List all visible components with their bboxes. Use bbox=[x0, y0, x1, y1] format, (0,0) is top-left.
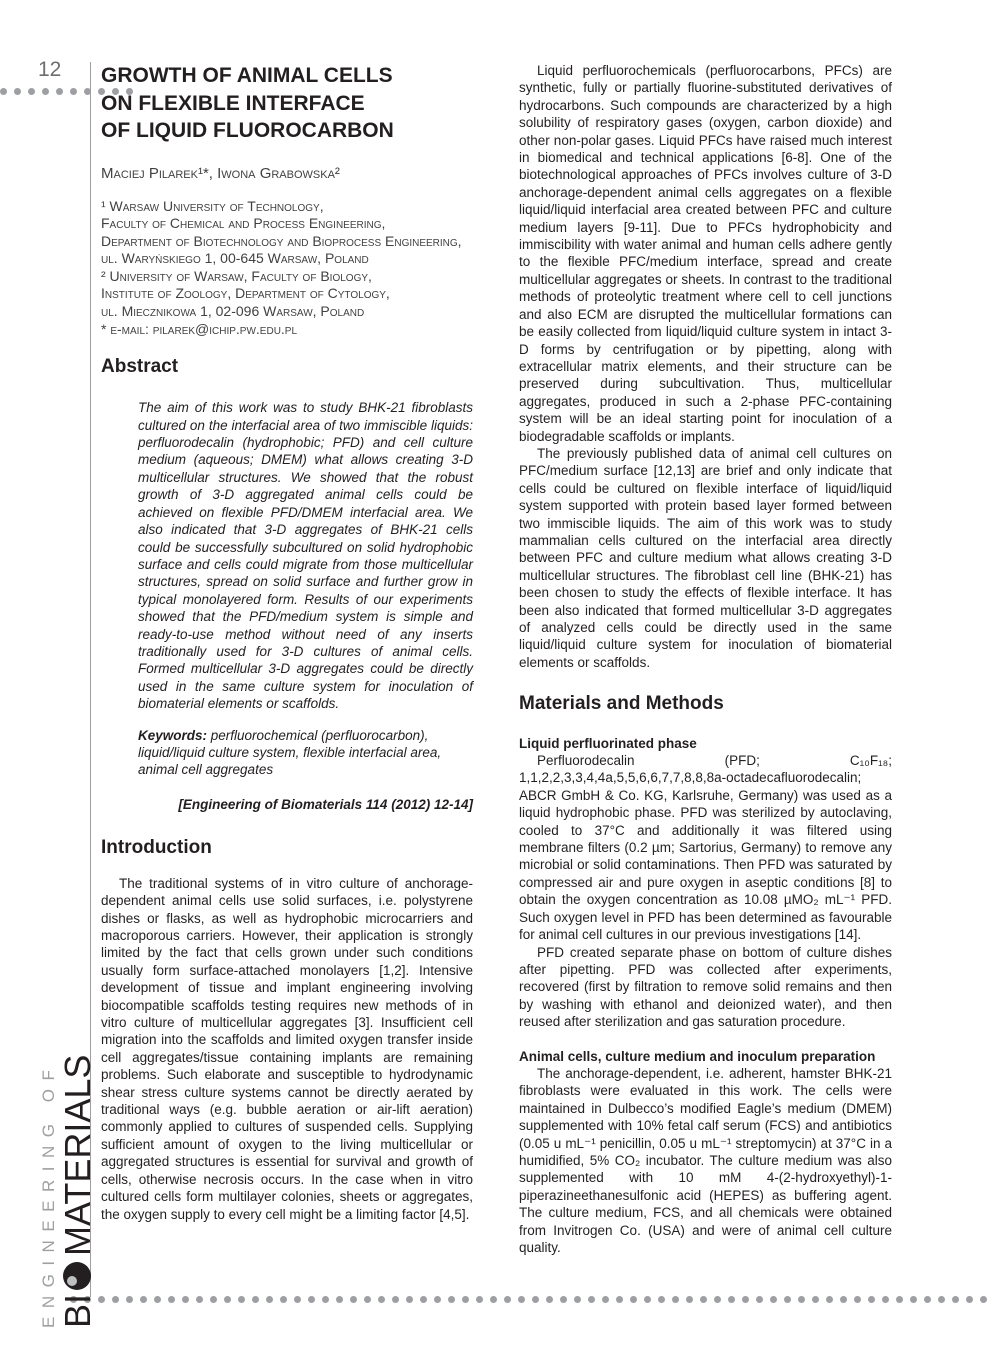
journal-brand-logo bbox=[18, 1040, 98, 1330]
affiliations: ¹ Warsaw University of Technology, Faculty of Chemical and Process Engineering, Department of Biotechnology and Bioprocess Engineering, ul. Waryńskiego 1, 00-645 Warsaw, Poland ² University of Warsaw, Faculty of Biology, Institute of Zoology, Department of Cytology, ul. Miecznikowa 1, 02-096 Warsaw, Poland * e-mail: pilarek@ichip.pw.edu.pl bbox=[101, 197, 462, 337]
introduction-text: The traditional systems of in vitro culture of anchorage-dependent animal cells use solid surfaces, i.e. polystyrene dishes or flasks, as well as hydrophobic microcarriers and macroporous carriers. However, their application is strongly limited by the fact that cells grown under such conditions usually form surface-attached monolayers [1,2]. Intensive development of tissue and implant engineering involving biocompatible scaffolds testing requires new methods of in vitro culture of multicellular aggregates [3]. Insufficient cell migration into the scaffolds and limited oxygen transfer inside cell aggregates/tissue containing implants are remaining problems. Such elaborate and susceptible to hydrodynamic shear stress culture systems cannot be directly aerated by traditional ways (e.g. bubble aeration or air-lift aeration) commonly applied to cultures of suspended cells. Supplying sufficient amount of oxygen to the living multicellular or aggregated structures is essential for survival and growth of cells, otherwise necrosis occurs. In the case when in vitro cultured cells form multilayer colonies, sheets or aggregates, the oxygen supply to every cell might be a limiting factor [4,5]. bbox=[101, 875, 473, 1222]
brand-bottom-suffix: MATERIALS bbox=[57, 1054, 98, 1256]
page-number: 12 bbox=[38, 58, 62, 81]
paragraph: PFD created separate phase on bottom of culture dishes after pipetting. PFD was collected after experiments, recovered (first by filtration to remove solid remains and then by washing with ethanol and deionized water), and then reused after sterilization and gas saturation procedure. bbox=[519, 944, 892, 1030]
subheading-liquid-phase: Liquid perfluorinated phase bbox=[519, 735, 697, 751]
keywords: Keywords: perfluorochemical (perfluorocarbon), liquid/liquid culture system, flexible interfacial area, animal cell aggregates bbox=[138, 727, 442, 778]
abstract-heading: Abstract bbox=[101, 356, 179, 378]
right-column bbox=[519, 62, 892, 1256]
abstract-text: The aim of this work was to study BHK-21 fibroblasts cultured on the interfacial area of two immiscible liquids: perfluorodecalin (hydrophobic; PFD) and cell culture medium (aqueous; DMEM) what allows creating 3-D multicellular structures. We showed that the robust growth of 3-D aggregated animal cells could be achieved on flexible PFD/DMEM interfacial area. We also indicated that 3-D aggregates of BHK-21 cells could be successfully subcultured on solid hydrophobic surface and cells could migrate from those multicellular structures, spread on solid surface and further grow in typical monolayered form. Results of our experiments showed that the PFD/medium system is simple and ready-to-use method without need of any inserts traditionally used for 3-D cultures of animal cells. Formed multicellular 3-D aggregates could be directly used in the same culture system for inoculation of biomaterial elements or scaffolds. bbox=[138, 400, 473, 712]
citation: [Engineering of Biomaterials 114 (2012) 12-14] bbox=[178, 796, 473, 812]
paragraph: The anchorage-dependent, i.e. adherent, hamster BHK-21 fibroblasts were evaluated in this work. The cells were maintained in Dulbecco’s modified Eagle’s medium (DMEM) supplemented with 10% fetal calf serum (FCS) and antibiotics (0.05 u mL⁻¹ penicillin, 0.05 u mL⁻¹ streptomycin) at 37°C in a humidified, 5% CO₂ incubator. The culture medium was also supplemented with 10 mM 4-(2-hydroxyethyl)-1-piperazineethanesulfonic acid (HEPES) as buffering agent. The culture medium, FCS, and all chemicals were obtained from Invitrogen Co. (USA) and were of animal cell culture quality. bbox=[519, 1065, 892, 1255]
brand-globe-icon bbox=[63, 1262, 91, 1290]
brand-top-text: ENGINEERING OF bbox=[39, 1061, 58, 1328]
article-title: GROWTH OF ANIMAL CELLS ON FLEXIBLE INTERFACE OF LIQUID FLUOROCARBON bbox=[101, 64, 394, 142]
introduction-heading: Introduction bbox=[101, 836, 212, 858]
paragraph: The previously published data of animal cell cultures on PFC/medium surface [12,13] are brief and only indicate that cells could be cultured on flexible interface of liquid/liquid system supported with protein based layer formed between two immiscible liquids. The aim of this work was to study mammalian cells cultured on the interfacial area directly between PFC and culture medium what allows creating 3-D multicellular structures. The fibroblast cell line (BHK-21) has been chosen to study the effects of flexible interface. It has been also indicated that formed multicellular 3-D aggregates of analyzed cells could be directly used in the same liquid/liquid culture system for inoculation of biomaterial elements or scaffolds. bbox=[519, 445, 892, 670]
brand-bottom-prefix: BI bbox=[57, 1293, 98, 1328]
subheading-animal-cells: Animal cells, culture medium and inoculum preparation bbox=[519, 1048, 876, 1064]
materials-methods-heading: Materials and Methods bbox=[519, 693, 724, 715]
decorative-dots-bottom bbox=[70, 1296, 987, 1303]
paragraph: Liquid perfluorochemicals (perfluorocarbons, PFCs) are synthetic, fully or partially fluorine-substituted derivatives of hydrocarbons. Such compounds are characterized by a high solubility of respiratory gases (oxygen, carbon dioxide) and other non-polar gases. Liquid PFCs have raised much interest in biomedical and technical applications [6-8]. One of the biotechnological approaches of PFCs involves culture of 3-D anchorage-dependent animal cells aggregates on a flexible liquid/liquid interfacial area created between PFC and culture medium layers [9-11]. Due to PFCs hydrophobicity and immiscibility with water animal and human cells adhere gently to the flexible PFC/medium interface, spread and create multicellular aggregates or sheets. In contrast to the traditional methods of proteolytic treatment where cell to cell junctions and also ECM are disrupted the multicellular formations can be easily collected from liquid/liquid culture system in intact 3-D forms by centrifugation or by pipetting, along with extracellular matrix elements, and their structure can be preserved during subcultivation. Thus, multicellular aggregates, produced in such a 2-phase PFC-containing system will be an ideal starting point for inoculation of a biodegradable scaffolds or implants. bbox=[519, 63, 892, 444]
left-column bbox=[101, 62, 473, 1223]
authors: Maciej Pilarek¹*, Iwona Grabowska² bbox=[101, 164, 340, 182]
paragraph: Perfluorodecalin (PFD; C₁₀F₁₈; 1,1,2,2,3,3,4,4a,5,5,6,6,7,7,8,8,8a-octadecafluorodecalin; ABCR GmbH & Co. KG, Karlsruhe, Germany) was used as a liquid hydrophobic phase. PFD was sterilized by autoclaving, cooled to 37°C and additionally it was filtered using membrane filters (0.2 µm; Sartorius, Germany) to remove any microbial or solid contaminations. Then PFD was saturated by compressed air and pure oxygen in aseptic conditions [8] to obtain the oxygen concentration as 10.08 µMO₂ mL⁻¹ PFD. Such oxygen level in PFD has been determined as favourable for animal cell cultures in our previous investigations [14]. bbox=[519, 753, 892, 943]
